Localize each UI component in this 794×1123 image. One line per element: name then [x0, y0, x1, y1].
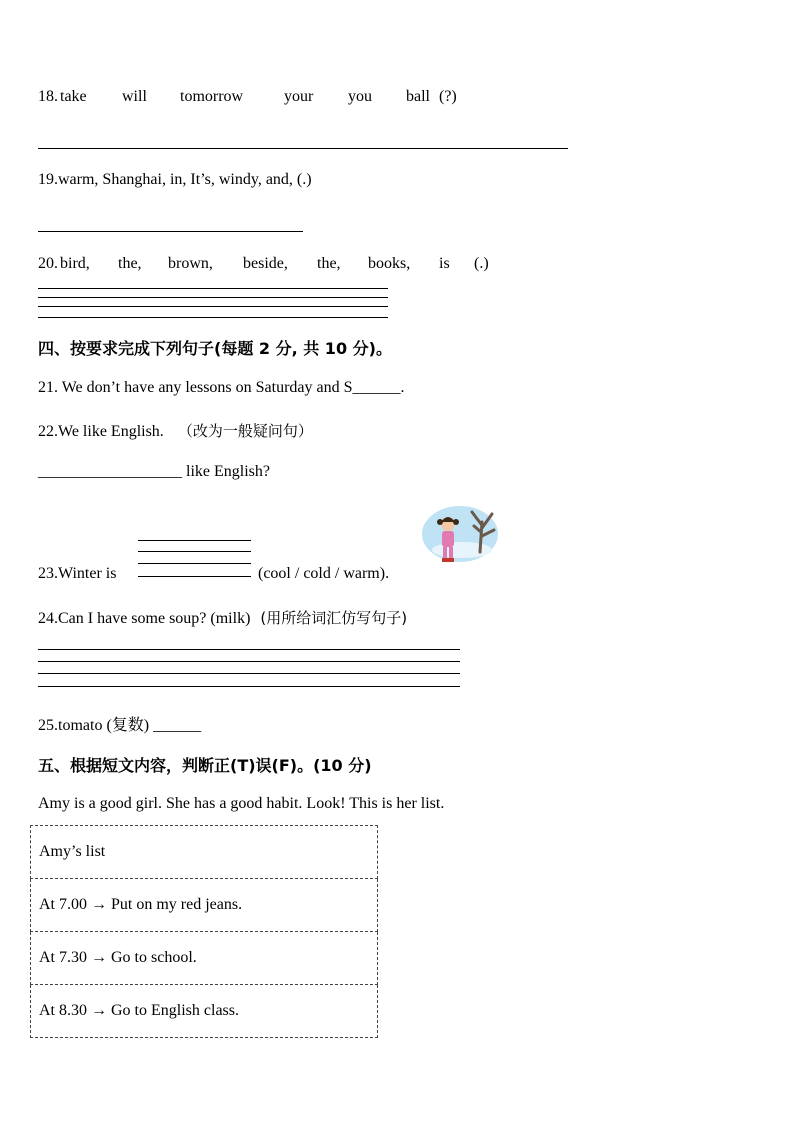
section-5-heading: 五、根据短文内容，判断正(T)误(F)。(10 分): [38, 756, 372, 775]
q20-word: bird,: [60, 255, 90, 272]
q20-word: books,: [368, 255, 411, 272]
q18-answer-line: [38, 148, 568, 149]
table-row: [31, 985, 378, 1038]
q19-answer-line: [38, 231, 303, 232]
table-cell: At 7.30 → Go to school.: [31, 932, 378, 985]
q20-word: (.): [474, 255, 489, 272]
q24-answer-line: [38, 661, 460, 662]
q18-word: you: [348, 88, 372, 105]
q22-answer: __________________ like English?: [38, 463, 270, 480]
q20-word: beside,: [243, 255, 288, 272]
passage-text: Amy is a good girl. She has a good habit. Look! This is her list.: [38, 795, 445, 812]
q23-answer-line: [138, 540, 251, 541]
table-row: [31, 932, 378, 985]
q20-word: the,: [317, 255, 341, 272]
q20-word: brown,: [168, 255, 213, 272]
q24-sentence: 24.Can I have some soup? (milk): [38, 610, 251, 627]
q22-instruction: （改为一般疑问句）: [177, 422, 313, 440]
table-cell: Amy’s list: [31, 826, 378, 879]
question-24: [38, 607, 407, 628]
question-22: [38, 420, 313, 441]
q23-answer-line: [138, 576, 251, 577]
girl-in-winter-illustration: [420, 502, 500, 574]
question-19: 19.warm, Shanghai, in, It’s, windy, and, (.): [38, 171, 312, 188]
q24-answer-line: [38, 649, 460, 650]
table-row: [31, 826, 378, 879]
section-4-heading: 四、按要求完成下列句子(每题 2 分, 共 10 分)。: [38, 339, 392, 358]
q24-answer-line: [38, 673, 460, 674]
q18-number: 18.: [38, 88, 58, 105]
q18-word: tomorrow: [180, 88, 244, 105]
q23-answer-line: [138, 563, 251, 564]
question-21: 21. We don’t have any lessons on Saturday and S______.: [38, 379, 405, 396]
q20-answer-line: [38, 306, 388, 307]
q20-answer-line: [38, 297, 388, 298]
q18-word: will: [122, 88, 147, 105]
q18-word: your: [284, 88, 314, 105]
table-cell: At 8.30 → Go to English class.: [31, 985, 378, 1038]
table-cell: At 7.00 → Put on my red jeans.: [31, 879, 378, 932]
q23-options: (cool / cold / warm).: [258, 565, 390, 582]
q20-answer-line: [38, 288, 388, 289]
q24-instruction: (用所给词汇仿写句子): [260, 609, 408, 627]
question-25: 25.tomato (复数) ______: [38, 717, 202, 734]
table-row: [31, 879, 378, 932]
q23-answer-line: [138, 551, 251, 552]
q20-word: the,: [118, 255, 142, 272]
q18-word: take: [60, 88, 87, 105]
amy-list-table: [30, 825, 378, 1038]
q20-answer-line: [38, 317, 388, 318]
q18-word: (?): [439, 88, 457, 105]
q20-number: 20.: [38, 255, 58, 272]
q22-sentence: 22.We like English.: [38, 423, 164, 440]
q20-word: is: [439, 255, 450, 272]
q18-word: ball: [406, 88, 430, 105]
question-23: 23.Winter is: [38, 565, 117, 582]
q24-answer-line: [38, 686, 460, 687]
